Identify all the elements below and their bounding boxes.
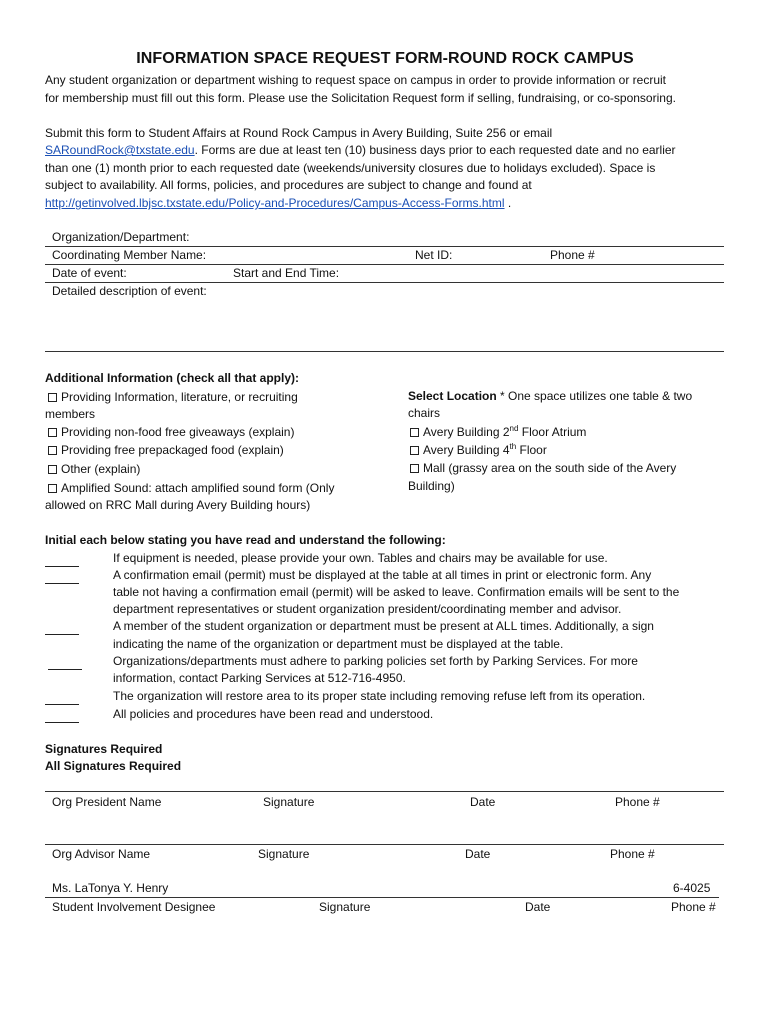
initial-6: All policies and procedures have been read and understood.	[113, 707, 434, 721]
signatures-subheading: All Signatures Required	[45, 759, 182, 773]
designee-date-label: Date	[525, 900, 551, 914]
president-signature-label: Signature	[263, 795, 315, 809]
option-info-label: Providing Information, literature, or recruiting	[61, 390, 298, 404]
designee-phone: 6-4025	[673, 881, 711, 895]
designee-signature-label: Signature	[319, 900, 371, 914]
initial-1: If equipment is needed, please provide your own. Tables and chairs may be available for use.	[113, 551, 608, 565]
option-sound-label: Amplified Sound: attach amplified sound form (Only	[61, 481, 335, 495]
checkbox[interactable]	[48, 393, 57, 402]
initial-2a: A confirmation email (permit) must be displayed at the table at all times in print or electronic form. Any	[113, 568, 652, 582]
checkbox[interactable]	[410, 464, 419, 473]
initial-3b: indicating the name of the organization or department must be displayed at the table.	[113, 637, 564, 651]
url-suffix: .	[504, 196, 512, 210]
additional-heading: Additional Information (check all that apply):	[45, 371, 300, 385]
president-date-label: Date	[470, 795, 496, 809]
signatures-heading: Signatures Required	[45, 742, 163, 756]
location-mall[interactable]	[410, 460, 676, 478]
policy-link[interactable]: http://getinvolved.lbjsc.txstate.edu/Policy-and-Procedures/Campus-Access-Forms.html	[45, 196, 505, 210]
location-4th-floor[interactable]	[410, 442, 547, 460]
coord-label: Coordinating Member Name:	[52, 248, 207, 262]
checkbox[interactable]	[48, 465, 57, 474]
initial-blank-1[interactable]	[45, 554, 79, 567]
intro-line-2: for membership must fill out this form. Please use the Solicitation Request form if selling, fundraising, or co-sponsoring.	[45, 91, 676, 105]
loc1-post: Floor Atrium	[518, 425, 587, 439]
location-mall-cont: Building)	[408, 479, 455, 493]
location-note: * One space utilizes one table & two	[496, 389, 693, 403]
option-other[interactable]	[48, 461, 140, 479]
advisor-name-label: Org Advisor Name	[52, 847, 151, 861]
submit-line-1: Submit this form to Student Affairs at Round Rock Campus in Avery Building, Suite 256 or email	[45, 126, 553, 140]
option-giveaways[interactable]	[48, 424, 294, 442]
netid-label: Net ID:	[415, 248, 453, 262]
option-info-cont: members	[45, 407, 96, 421]
initial-4b: information, contact Parking Services at 512-716-4950.	[113, 671, 406, 685]
initial-blank-6[interactable]	[45, 710, 79, 723]
option-sound-cont: allowed on RRC Mall during Avery Building hours)	[45, 498, 311, 512]
submit-line-5	[45, 195, 511, 213]
checkbox[interactable]	[48, 484, 57, 493]
checkbox[interactable]	[48, 428, 57, 437]
submit-line-2	[45, 142, 676, 160]
date-label: Date of event:	[52, 266, 127, 280]
submit-line-4: subject to availability. All forms, policies, and procedures are subject to change and found at	[45, 178, 532, 192]
location-heading	[408, 388, 692, 406]
submit-line-3: than one (1) month prior to each requested date (weekends/university closures due to holidays excluded). Space is	[45, 161, 656, 175]
option-food[interactable]	[48, 442, 284, 460]
initial-blank-4[interactable]	[48, 657, 82, 670]
submit-line-2-text: . Forms are due at least ten (10) business days prior to each requested date and no earlier	[194, 143, 676, 157]
loc1-pre: Avery Building 2	[423, 425, 510, 439]
initial-blank-5[interactable]	[45, 692, 79, 705]
initial-3a: A member of the student organization or department must be present at ALL times. Additionally, a sign	[113, 619, 654, 633]
initial-heading: Initial each below stating you have read and understand the following:	[45, 533, 446, 547]
loc2-post: Floor	[516, 443, 547, 457]
checkbox[interactable]	[410, 446, 419, 455]
option-sound[interactable]	[48, 480, 334, 498]
loc1-sup: nd	[509, 424, 519, 433]
intro-line-1: Any student organization or department wishing to request space on campus in order to provide information or recruit	[45, 73, 666, 87]
designee-label: Student Involvement Designee	[52, 900, 216, 914]
advisor-date-label: Date	[465, 847, 491, 861]
initial-blank-2[interactable]	[45, 571, 79, 584]
coord-field-line[interactable]	[45, 264, 724, 265]
initial-2c: department representatives or student organization president/coordinating member and advisor.	[113, 602, 622, 616]
page-title: INFORMATION SPACE REQUEST FORM-ROUND ROCK CAMPUS	[136, 50, 634, 67]
option-giveaways-label: Providing non-food free giveaways (explain)	[61, 425, 295, 439]
time-label: Start and End Time:	[233, 266, 340, 280]
desc-field-line[interactable]	[45, 351, 724, 352]
location-title: Select Location	[408, 389, 497, 403]
loc2-pre: Avery Building 4	[423, 443, 510, 457]
initial-4a: Organizations/departments must adhere to parking policies set forth by Parking Services. For more	[113, 654, 638, 668]
option-info[interactable]	[48, 389, 298, 407]
designee-name: Ms. LaTonya Y. Henry	[52, 881, 169, 895]
email-link[interactable]: SARoundRock@txstate.edu	[45, 143, 195, 157]
loc2-sup: th	[509, 442, 517, 451]
option-food-label: Providing free prepackaged food (explain)	[61, 443, 284, 457]
designee-phone-label: Phone #	[671, 900, 716, 914]
advisor-signature-label: Signature	[258, 847, 310, 861]
checkbox[interactable]	[410, 428, 419, 437]
option-other-label: Other (explain)	[61, 462, 141, 476]
desc-label: Detailed description of event:	[52, 284, 207, 298]
checkbox[interactable]	[48, 446, 57, 455]
location-note-cont: chairs	[408, 406, 441, 420]
initial-blank-3[interactable]	[45, 622, 79, 635]
location-2nd-floor[interactable]	[410, 424, 586, 442]
phone-label: Phone #	[550, 248, 595, 262]
sig-line-2[interactable]	[45, 844, 724, 845]
org-label: Organization/Department:	[52, 230, 190, 244]
initial-2b: table not having a confirmation email (permit) will be asked to leave. Confirmation emails will be sent to the	[113, 585, 680, 599]
sig-line-1[interactable]	[45, 791, 724, 792]
advisor-phone-label: Phone #	[610, 847, 655, 861]
president-name-label: Org President Name	[52, 795, 162, 809]
president-phone-label: Phone #	[615, 795, 660, 809]
sig-line-3[interactable]	[45, 897, 719, 898]
initial-5: The organization will restore area to its proper state including removing refuse left from its operation.	[113, 689, 646, 703]
loc3-label: Mall (grassy area on the south side of the Avery	[423, 461, 677, 475]
